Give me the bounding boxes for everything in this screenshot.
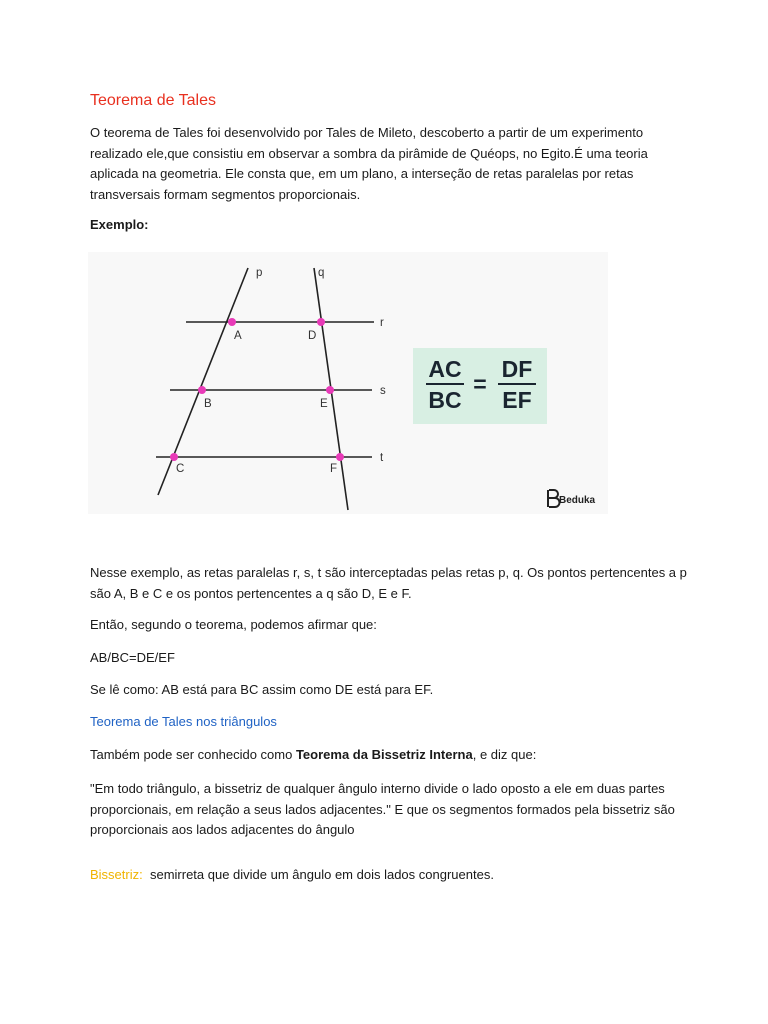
label-A: A — [234, 330, 242, 342]
point-C — [170, 453, 178, 461]
logo-text: Beduka — [559, 495, 596, 506]
point-F — [336, 453, 344, 461]
label-C: C — [176, 463, 185, 475]
also-known-pre: Também pode ser conhecido como — [90, 747, 296, 762]
formula-den-left: BC — [428, 387, 462, 413]
theorem-name: Teorema da Bissetriz Interna — [295, 747, 473, 762]
bissetriz-paragraph — [90, 852, 494, 882]
label-q: q — [318, 267, 325, 279]
intro-paragraph: O teorema de Tales foi desenvolvido por Tales de Mileto, descoberto a partir de um experimento realizado ele,que consistiu em observar a sombra da pirâmide de Quéops, no Egito.É uma teoria aplicada na geometria. Ele consta que, em um plano, a interseção de retas paralelas por retas transversais formam segmentos proporcionais. — [90, 125, 648, 202]
ratio-formula: AB/BC=DE/EF — [90, 650, 175, 665]
formula-num-right: DF — [501, 356, 533, 382]
quote-paragraph: "Em todo triângulo, a bissetriz de qualquer ângulo interno divide o lado oposto a ele em duas partes proporcionais, em relação a seus lados adjacentes." E que os segmentos formados pela bissetriz são proporcionais aos lados adjacentes do ângulo — [90, 781, 675, 837]
point-D — [317, 318, 325, 326]
formula-den-right: EF — [502, 387, 532, 413]
explanation-paragraph: Nesse exemplo, as retas paralelas r, s, t são interceptadas pelas retas p, q. Os pontos pertencentes a p são A, B e C e os pontos pertencentes a q são D, E e F. — [90, 565, 687, 601]
point-A — [228, 318, 236, 326]
label-t: t — [380, 452, 384, 464]
label-E: E — [320, 398, 328, 410]
reads-as-paragraph: Se lê como: AB está para BC assim como DE está para EF. — [90, 682, 434, 697]
label-r: r — [380, 317, 384, 329]
thales-figure — [88, 252, 608, 514]
also-known-post: , e diz que: — [472, 747, 537, 762]
label-p: p — [256, 267, 263, 279]
formula-equals: = — [473, 371, 487, 397]
bissetriz-label: Bissetriz: — [90, 867, 143, 882]
example-label: Exemplo: — [90, 217, 149, 232]
label-D: D — [308, 330, 317, 342]
line-p — [158, 268, 248, 495]
beduka-logo-icon — [547, 490, 560, 507]
bissetriz-definition: semirreta que divide um ângulo em dois lados congruentes. — [142, 867, 494, 882]
page-title: Teorema de Tales — [90, 92, 216, 109]
formula-num-left: AC — [428, 356, 462, 382]
then-paragraph: Então, segundo o teorema, podemos afirmar que: — [90, 617, 377, 632]
label-s: s — [380, 385, 386, 397]
thales-diagram — [88, 252, 608, 514]
also-known-paragraph — [90, 747, 536, 762]
label-B: B — [204, 398, 212, 410]
point-E — [326, 386, 334, 394]
point-B — [198, 386, 206, 394]
label-F: F — [330, 463, 338, 475]
section-subtitle: Teorema de Tales nos triângulos — [90, 714, 277, 729]
